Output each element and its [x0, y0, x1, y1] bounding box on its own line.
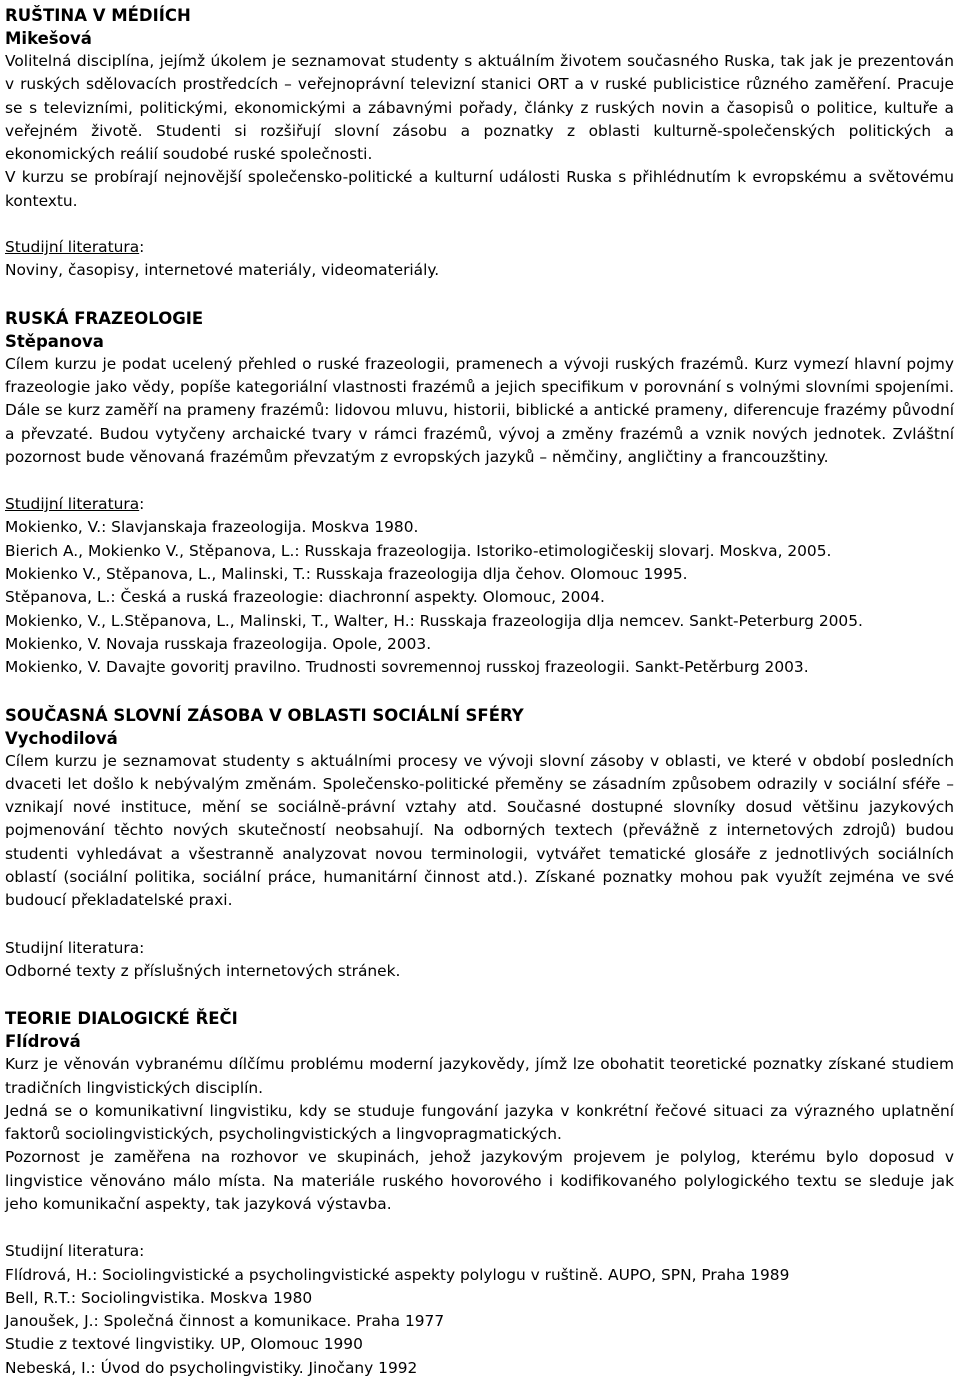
course-author: Vychodilová	[5, 728, 118, 748]
literature-list	[5, 960, 954, 983]
literature-item: Bierich A., Mokienko V., Stěpanova, L.: Russkaja frazeologija. Istoriko-etimologičeskij slovarj. Moskva, 2005.	[5, 541, 832, 560]
literature-item: Mokienko V., Stěpanova, L., Malinski, T.: Russkaja frazeologija dlja čehov. Olomouc 1995.	[5, 565, 688, 584]
literature-item: Odborné texty z příslušných internetových stránek.	[5, 961, 401, 980]
literature-item: Janoušek, J.: Společná činnost a komunikace. Praha 1977	[5, 1312, 445, 1331]
course-title: RUŠTINA V MÉDIÍCH	[5, 6, 191, 25]
literature-item: Studie z textové lingvistiky. UP, Olomouc 1990	[5, 1335, 363, 1354]
course-section	[5, 1007, 954, 1380]
course-description: Cílem kurzu je seznamovat studenty s aktuálními procesy ve vývoji slovní zásoby v oblasti, ve které v období posledních dvaceti let došlo k nebývalým změnám. Společensko-politické přeměny se zásadním způsobem odrazily v sociální sféře – vznikají nové instituce, mění se sociálně-právní vztahy atd. Současné dostupné slovníky dosud většinu jazykových pojmenování těchto nových skutečností neobsahují. Na odborných textech (převážně z internetových zdrojů) budou studenti vyhledávat a všestranně analyzovat novou terminologii, vytvářet tematické glosáře z jednotlivých sociálních oblastí (sociální politika, sociální práce, humanitární činnost atd.). Získané poznatky mohou pak využít zejména ve své budoucí překladatelské praxi.	[5, 751, 954, 910]
course-section	[5, 4, 954, 283]
course-author: Mikešová	[5, 29, 92, 48]
literature-label-text: Studijní literatura	[5, 238, 140, 257]
course-title: TEORIE DIALOGICKÉ ŘEČI	[5, 1009, 238, 1029]
literature-item: Mokienko, V. Novaja russkaja frazeologija. Opole, 2003.	[5, 634, 432, 653]
literature-list	[5, 1264, 954, 1380]
literature-label	[5, 937, 954, 960]
course-title: RUSKÁ FRAZEOLOGIE	[5, 308, 204, 328]
course-author: Flídrová	[5, 1032, 81, 1052]
course-section	[5, 307, 954, 680]
course-title: SOUČASNÁ SLOVNÍ ZÁSOBA V OBLASTI SOCIÁLNÍ SFÉRY	[5, 705, 524, 725]
course-description: Pozornost je zaměřena na rozhovor ve skupinách, jehož jazykovým projevem je polylog, kterému bylo doposud v lingvistice věnováno málo místa. Na materiále ruského hovorového i kodifikovaného polylogického textu se sleduje jak jeho komunikační aspekty, tak jazyková výstavba.	[5, 1148, 954, 1213]
course-description: Jedná se o komunikativní lingvistiku, kdy se studuje fungování jazyka v konkrétní řečové situaci za výrazného uplatnění faktorů sociolingvistických, psycholingvistických a lingvopragmatických.	[5, 1101, 954, 1144]
literature-item: Noviny, časopisy, internetové materiály, videomateriály.	[5, 261, 440, 280]
course-section	[5, 704, 954, 984]
course-description: Cílem kurzu je podat ucelený přehled o ruské frazeologii, pramenech a vývoji ruských frazémů. Kurz vymezí hlavní pojmy frazeologie jako vědy, popíše kategoriální vlastnosti frazémů a jejich specifikum v porovnání s volnými slovními spojeními. Dále se kurz zaměří na prameny frazémů: lidovou mluvu, historii, biblické a antické prameny, diferencuje frazémy původní a převzaté. Budou vytyčeny archaické tvary v rámci frazémů, vývoj a změny frazémů a vznik nových jednotek. Zvláštní pozornost bude věnovaná frazémům převzatým z evropských jazyků – němčiny, angličtiny a francouzštiny.	[5, 354, 954, 466]
literature-item: Mokienko, V.: Slavjanskaja frazeologija. Moskva 1980.	[5, 518, 419, 537]
literature-item: Flídrová, H.: Sociolingvistické a psycholingvistické aspekty polylogu v ruštině. AUPO, SPN, Praha 1989	[5, 1265, 790, 1284]
literature-label	[5, 1240, 954, 1263]
literature-item: Bell, R.T.: Sociolingvistika. Moskva 1980	[5, 1288, 313, 1307]
literature-list	[5, 259, 954, 282]
literature-item: Stěpanova, L.: Česká a ruská frazeologie: diachronní aspekty. Olomouc, 2004.	[5, 588, 605, 607]
course-author: Stěpanova	[5, 331, 104, 351]
course-description: Kurz je věnován vybranému dílčímu problému moderní jazykovědy, jímž lze obohatit teoretické poznatky získané studiem tradičních lingvistických disciplín.	[5, 1055, 954, 1097]
literature-label: Studijní literatura:	[5, 238, 145, 257]
literature-item: Mokienko, V. Davajte govoritj pravilno. Trudnosti sovremennoj russkoj frazeologii. Sankt-Petěrburg 2003.	[5, 658, 809, 677]
literature-label-text: Studijní literatura:	[5, 1242, 145, 1261]
literature-label-text: Studijní literatura:	[5, 938, 145, 957]
literature-item: Nebeská, I.: Úvod do psycholingvistiky. Jinočany 1992	[5, 1358, 418, 1377]
course-description: Volitelná disciplína, jejímž úkolem je seznamovat studenty s aktuálním životem současného Ruska, tak jak je prezentován v ruských sdělovacích prostředcích – veřejnoprávní televizní stanici ORT a v ruské publicistice různého zaměření. Pracuje se s televizními, politickými, ekonomickými a zábavnými pořady, články z ruských novin a časopisů o politice, kultuře a veřejném životě. Studenti si rozšiřují slovní zásobu a poznatky z oblasti kulturně-společenských politických a ekonomických reálií soudobé ruské společnosti.	[5, 52, 954, 164]
literature-label: Studijní literatura:	[5, 495, 145, 514]
course-description: V kurzu se probírají nejnovější společensko-politické a kulturní události Ruska s přihlédnutím k evropskému a světovému kontextu.	[5, 168, 954, 210]
literature-item: Mokienko, V., L.Stěpanova, L., Malinski, T., Walter, H.: Russkaja frazeologija dlja nemcev. Sankt-Peterburg 2005.	[5, 611, 863, 630]
literature-label-text: Studijní literatura	[5, 495, 140, 514]
literature-list	[5, 516, 954, 679]
